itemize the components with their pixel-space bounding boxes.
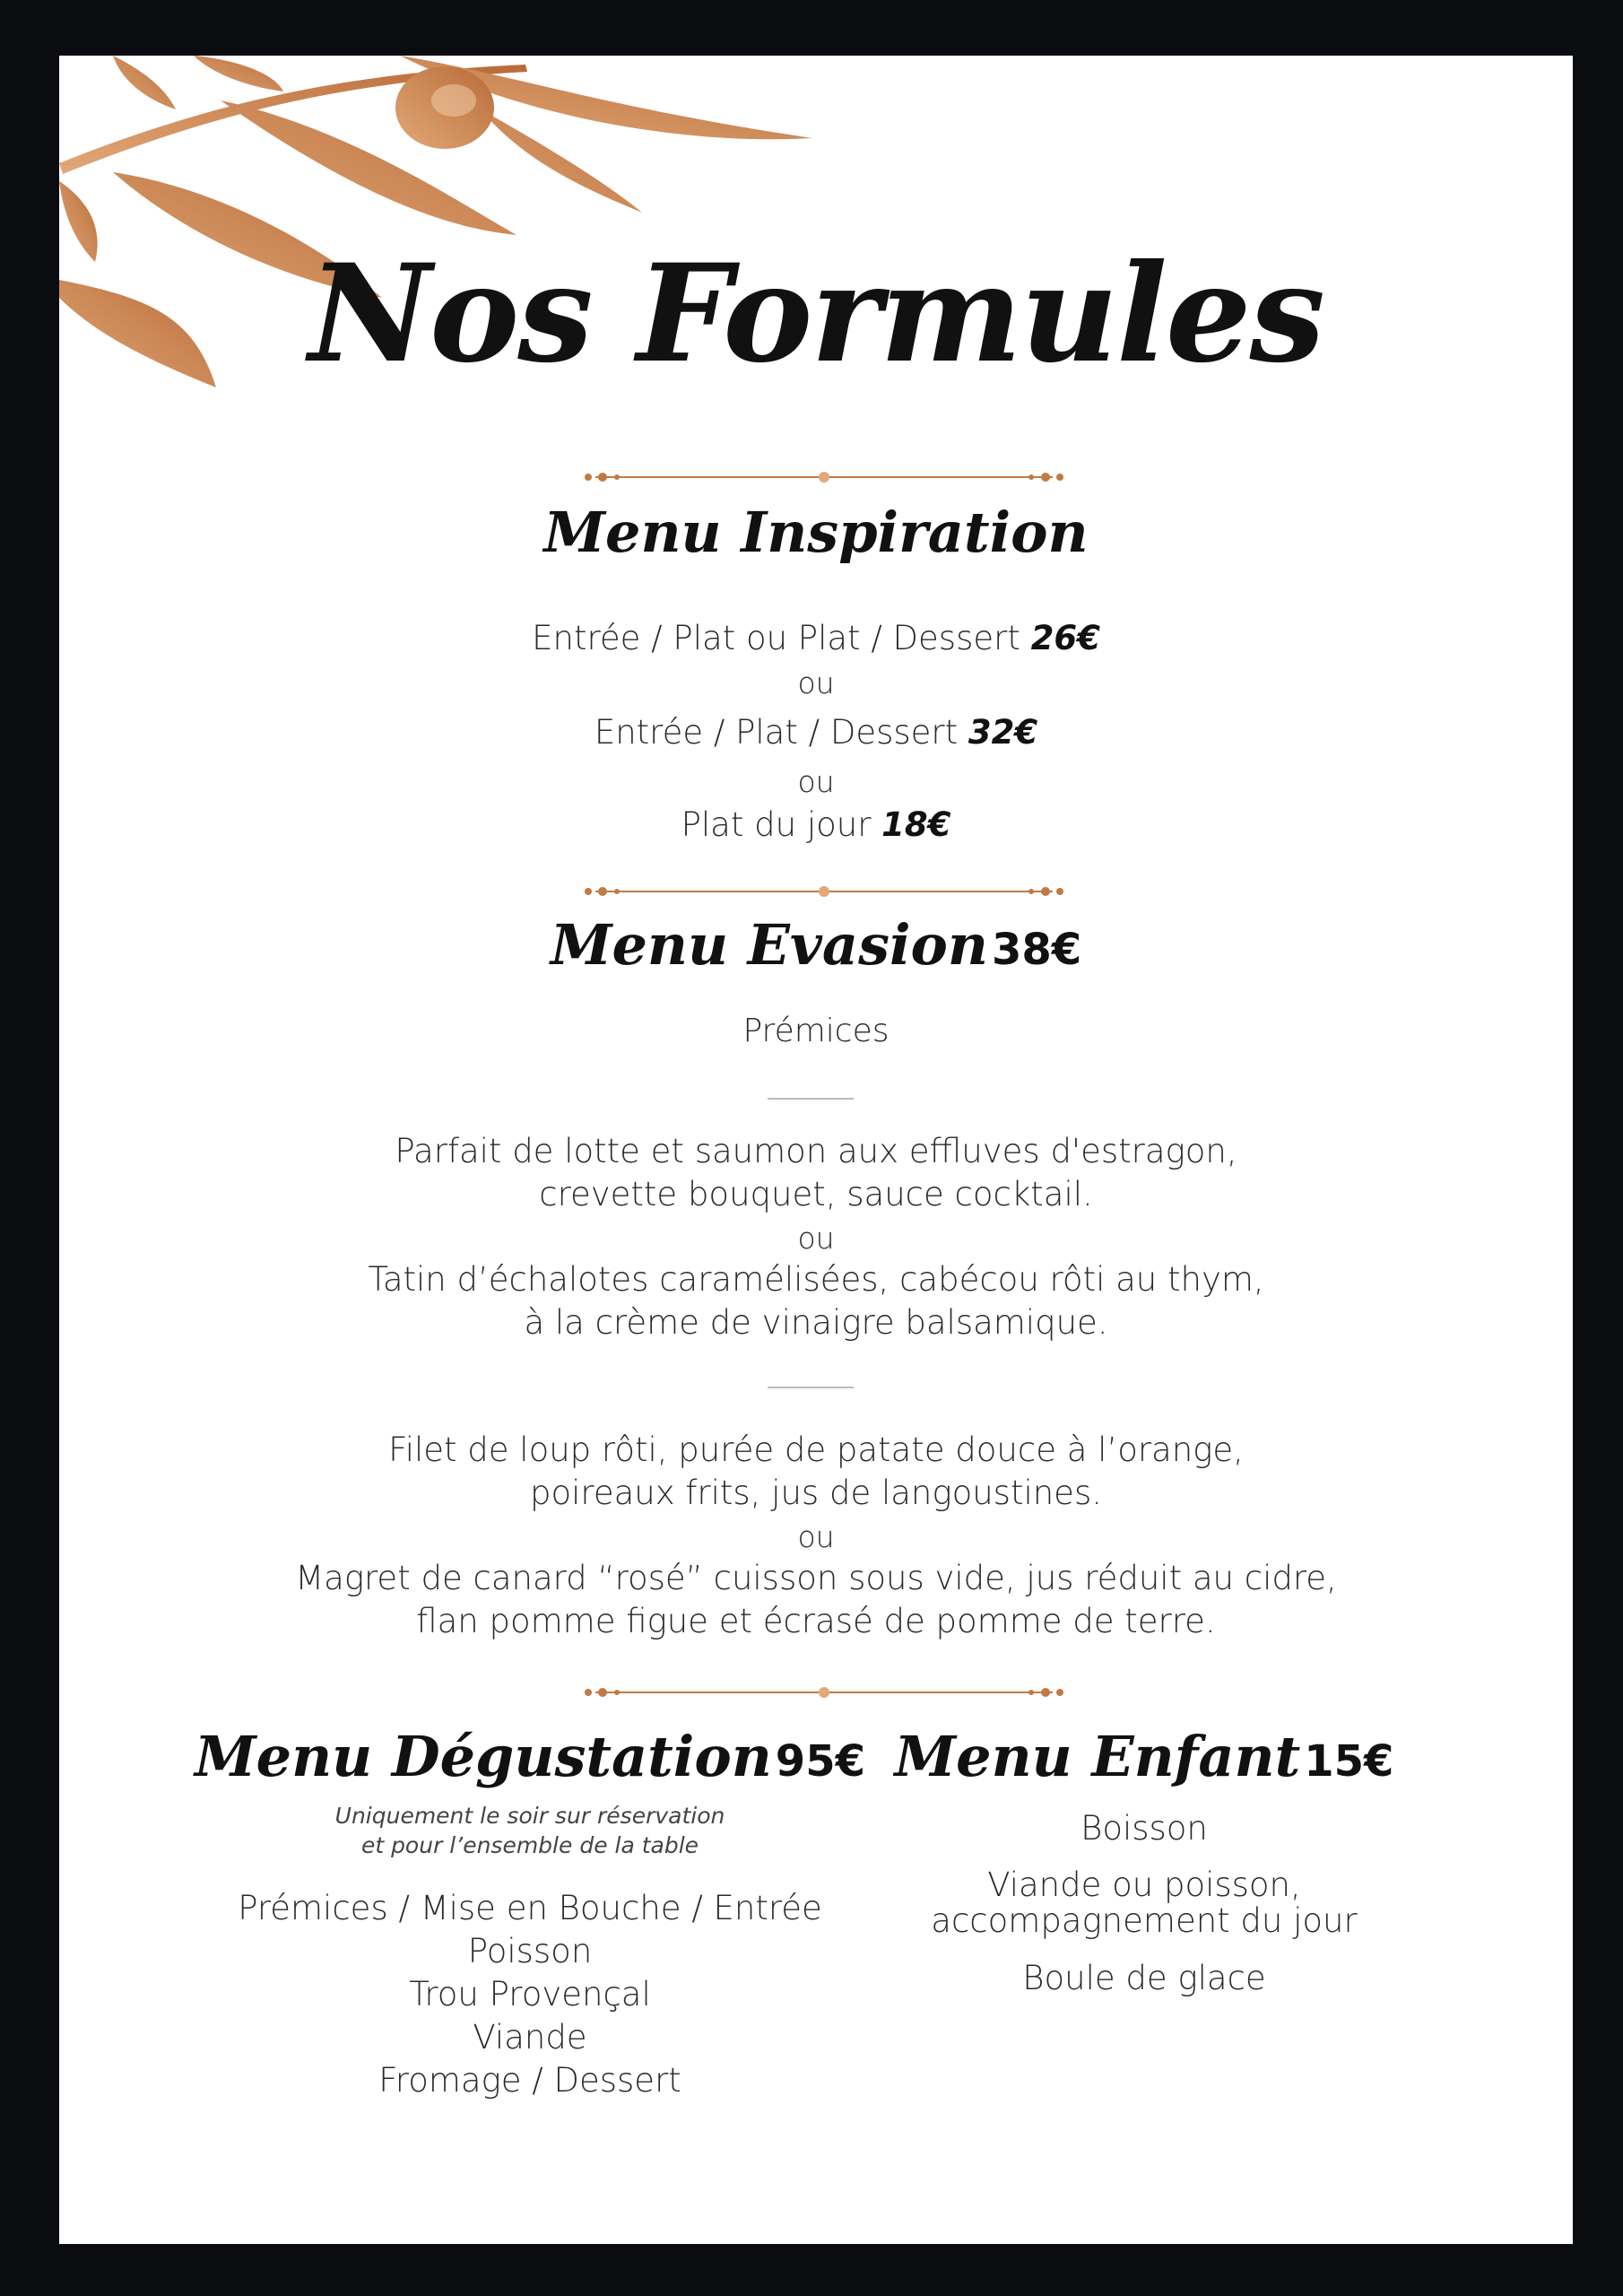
enfant-main-line-2: accompagnement du jour (931, 1901, 1358, 1940)
inspiration-option-3 (59, 807, 1573, 844)
enfant-dessert: Boule de glace (1022, 1959, 1266, 1997)
degustation-items (185, 1887, 875, 2102)
small-divider (768, 1387, 854, 1388)
list-item: Prémices / Mise en Bouche / Entrée (238, 1889, 822, 1927)
section-title-text: Menu Evasion (550, 912, 988, 978)
or-separator: ou (797, 1221, 835, 1256)
section-title-text: Menu Dégustation (195, 1724, 772, 1789)
section-title-enfant (848, 1724, 1440, 1789)
option-text: Entrée / Plat / Dessert (594, 713, 959, 752)
starter-1-line-1: Parfait de lotte et saumon aux effluves d'estragon, (395, 1132, 1237, 1170)
degustation-note-line-2: et pour l’ensemble de la table (360, 1831, 699, 1858)
list-item: Trou Provençal (409, 1975, 651, 2013)
option-text: Plat du jour (681, 805, 872, 844)
starter-1-line-2: crevette bouquet, sauce cocktail. (539, 1175, 1093, 1213)
section-title-degustation (185, 1724, 875, 1789)
starter-2-line-1: Tatin d’échalotes caramélisées, cabécou rôti au thym, (368, 1260, 1264, 1299)
starter-2-line-2: à la crème de vinaigre balsamique. (524, 1303, 1108, 1342)
degustation-note-line-1: Uniquement le soir sur réservation (334, 1803, 725, 1829)
ornament-divider (577, 883, 1071, 900)
or-separator: ou (797, 764, 835, 799)
section-title-evasion (59, 912, 1573, 978)
main-1-line-1: Filet de loup rôti, purée de patate douce à l’orange, (388, 1431, 1244, 1469)
premices-label: Prémices (742, 1013, 890, 1049)
list-item: Poisson (467, 1932, 593, 1970)
list-item: Fromage / Dessert (378, 2061, 681, 2100)
main-2-line-1: Magret de canard “rosé” cuisson sous vide, jus réduit au cidre, (295, 1559, 1337, 1597)
degustation-column (185, 1724, 875, 2102)
inspiration-option-1 (59, 621, 1573, 657)
section-title-text: Menu Enfant (894, 1724, 1301, 1789)
option-price: 32€ (968, 713, 1038, 752)
menu-page (59, 56, 1573, 2244)
page-title: Nos Formules (308, 235, 1324, 393)
section-title-inspiration: Menu Inspiration (543, 500, 1089, 565)
small-divider (768, 1098, 854, 1100)
ornament-divider (577, 1683, 1071, 1701)
option-price: 26€ (1030, 619, 1100, 657)
section-price: 15€ (1304, 1736, 1394, 1787)
list-item: Viande (473, 2018, 587, 2057)
section-price: 95€ (775, 1736, 865, 1787)
or-separator: ou (797, 665, 835, 700)
enfant-column (848, 1724, 1440, 1997)
option-price: 18€ (881, 805, 951, 844)
option-text: Entrée / Plat ou Plat / Dessert (532, 619, 1020, 657)
enfant-main-line-1: Viande ou poisson, (987, 1866, 1301, 1904)
or-separator: ou (797, 1519, 835, 1554)
main-2-line-2: flan pomme figue et écrasé de pomme de terre. (416, 1602, 1216, 1640)
main-1-line-2: poireaux frits, jus de langoustines. (530, 1474, 1102, 1512)
ornament-divider (577, 468, 1071, 486)
section-price: 38€ (991, 925, 1082, 975)
inspiration-option-2 (59, 715, 1573, 752)
enfant-drink: Boisson (1081, 1809, 1208, 1848)
